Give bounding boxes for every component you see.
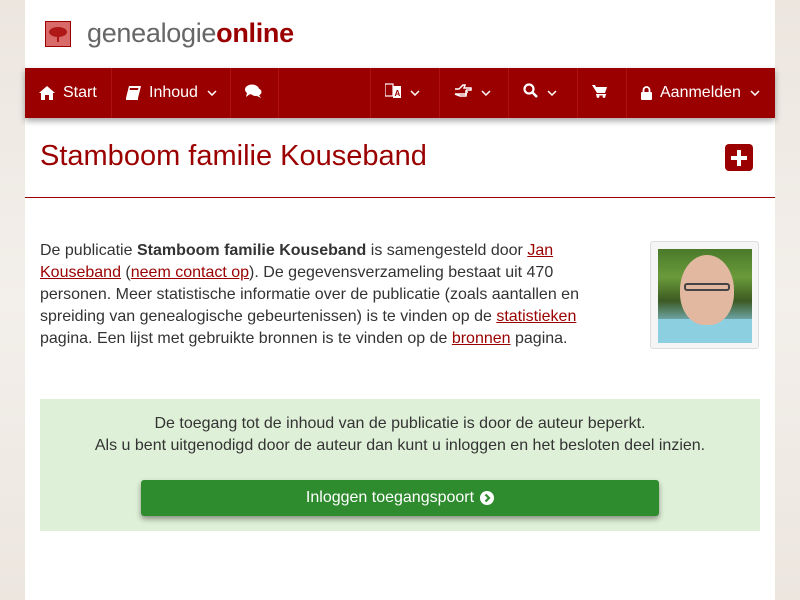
site-header [25,0,775,68]
tree-icon[interactable] [45,21,71,47]
intro-text: ( [120,264,131,281]
nav-start[interactable] [25,68,112,118]
nav-cart[interactable] [578,68,627,118]
statistics-link[interactable]: statistieken [496,308,577,325]
intro-text: is samengesteld door [366,242,528,259]
translate-icon [385,83,401,104]
access-restricted-notice [40,399,760,531]
cart-icon [592,84,607,103]
nav-login[interactable] [627,68,775,118]
notice-line-2: Als u bent uitgenodigd door de auteur dan kunt u inloggen en het besloten deel inzien. [94,437,706,454]
hand-pointer-icon [454,84,472,103]
home-icon [39,86,55,100]
login-gateway-label: Inloggen toegangspoort [305,489,475,506]
logo-text-online: online [216,18,294,48]
page-container [25,0,775,600]
page-title: Stamboom familie Kouseband [40,140,427,172]
nav-search[interactable] [509,68,578,118]
nav-inhoud[interactable] [112,68,231,118]
site-logo[interactable] [87,18,294,49]
author-portrait [658,249,752,343]
contact-link[interactable]: neem contact op [130,264,250,281]
comments-icon [245,84,262,103]
svg-text:A: A [394,88,401,98]
notice-line-1: De toegang tot de inhoud van de publicatie is door de auteur beperkt. [154,415,646,432]
intro-text: ). De gegevensverzameling bestaat uit 470 personen. Meer statistische informatie over de publicatie (zoals aantallen en spreiding van genealogische gebeurtenissen) is te vinden op de [40,264,579,325]
search-icon [523,83,538,103]
login-gateway-button[interactable] [141,480,659,516]
intro-text: pagina. Een lijst met gebruikte bronnen is te vinden op de [40,330,452,347]
nav-inhoud-label: Inhoud [149,84,198,101]
chevron-down-icon [207,90,217,96]
chevron-circle-right-icon [480,491,494,505]
intro-text: pagina. [510,330,568,347]
author-photo[interactable] [650,241,759,349]
publication-name: Stamboom familie Kouseband [136,242,367,259]
logo-text-genealogie: genealogie [87,18,217,48]
lock-icon [641,86,652,100]
chevron-down-icon [481,90,491,96]
publication-intro [40,240,600,350]
author-link[interactable]: Jan Kouseband [40,242,554,281]
nav-language[interactable] [370,68,440,118]
chevron-down-icon [750,90,760,96]
plus-square-icon[interactable] [725,144,753,171]
chevron-down-icon [547,90,557,96]
sources-link[interactable]: bronnen [451,330,511,347]
title-row [25,118,775,198]
chevron-down-icon [410,90,420,96]
photo-glasses [684,283,730,291]
nav-start-label: Start [63,84,97,101]
book-icon [126,86,141,100]
nav-spacer [279,68,370,118]
intro-text: De publicatie [40,242,137,259]
nav-share[interactable] [440,68,509,118]
nav-login-label: Aanmelden [660,84,741,101]
nav-forum[interactable] [231,68,279,118]
main-navbar [25,68,775,118]
